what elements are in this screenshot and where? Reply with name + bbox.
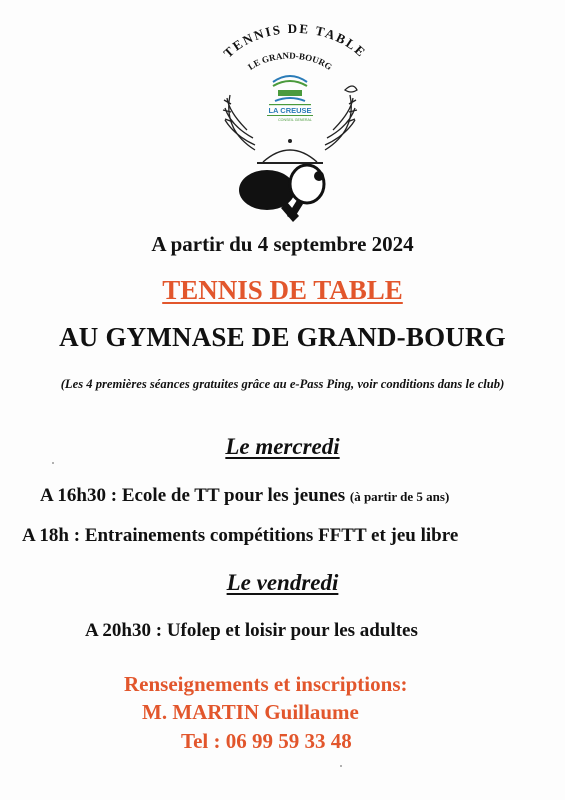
laurel-left-icon [223, 95, 255, 150]
scan-speck [340, 765, 342, 767]
club-logo [195, 20, 385, 235]
contact-phone: Tel : 06 99 59 33 48 [181, 729, 352, 753]
logo-arc-line1: TENNIS DE TABLE [220, 20, 370, 61]
logo-arc-line2: LE GRAND-BOURG [246, 50, 334, 72]
venue-title: AU GYMNASE DE GRAND-BOURG [59, 322, 506, 352]
ping-pong-paddle-icon [239, 165, 324, 222]
schedule-text: A 16h30 : Ecole de TT pour les jeunes [40, 485, 346, 506]
badge-sub: CONSEIL GENERAL [278, 118, 312, 122]
club-logo-emblem [195, 20, 385, 235]
contact-heading: Renseignements et inscriptions: [124, 672, 408, 696]
laurel-right-icon [325, 86, 357, 150]
bowl-icon [257, 139, 323, 163]
svg-text:LE GRAND-BOURG [246, 50, 334, 72]
scan-speck [52, 462, 54, 464]
start-date-line: A partir du 4 septembre 2024 [151, 232, 414, 256]
schedule-friday-adults: A 20h30 : Ufolep et loisir pour les adultes [85, 620, 418, 641]
free-sessions-note: (Les 4 premières séances gratuites grâce au e-Pass Ping, voir conditions dans le club) [60, 377, 505, 391]
schedule-wednesday-youth [40, 485, 449, 507]
creuse-badge [267, 76, 313, 122]
event-title: TENNIS DE TABLE [162, 275, 403, 305]
schedule-age-note: (à partir de 5 ans) [349, 489, 450, 504]
schedule-wednesday-training: A 18h : Entrainements compétitions FFTT et jeu libre [22, 525, 459, 546]
badge-name: LA CREUSE [268, 106, 312, 115]
day-heading-friday: Le vendredi [226, 570, 339, 595]
contact-name: M. MARTIN Guillaume [142, 700, 359, 724]
day-heading-wednesday: Le mercredi [225, 434, 340, 459]
